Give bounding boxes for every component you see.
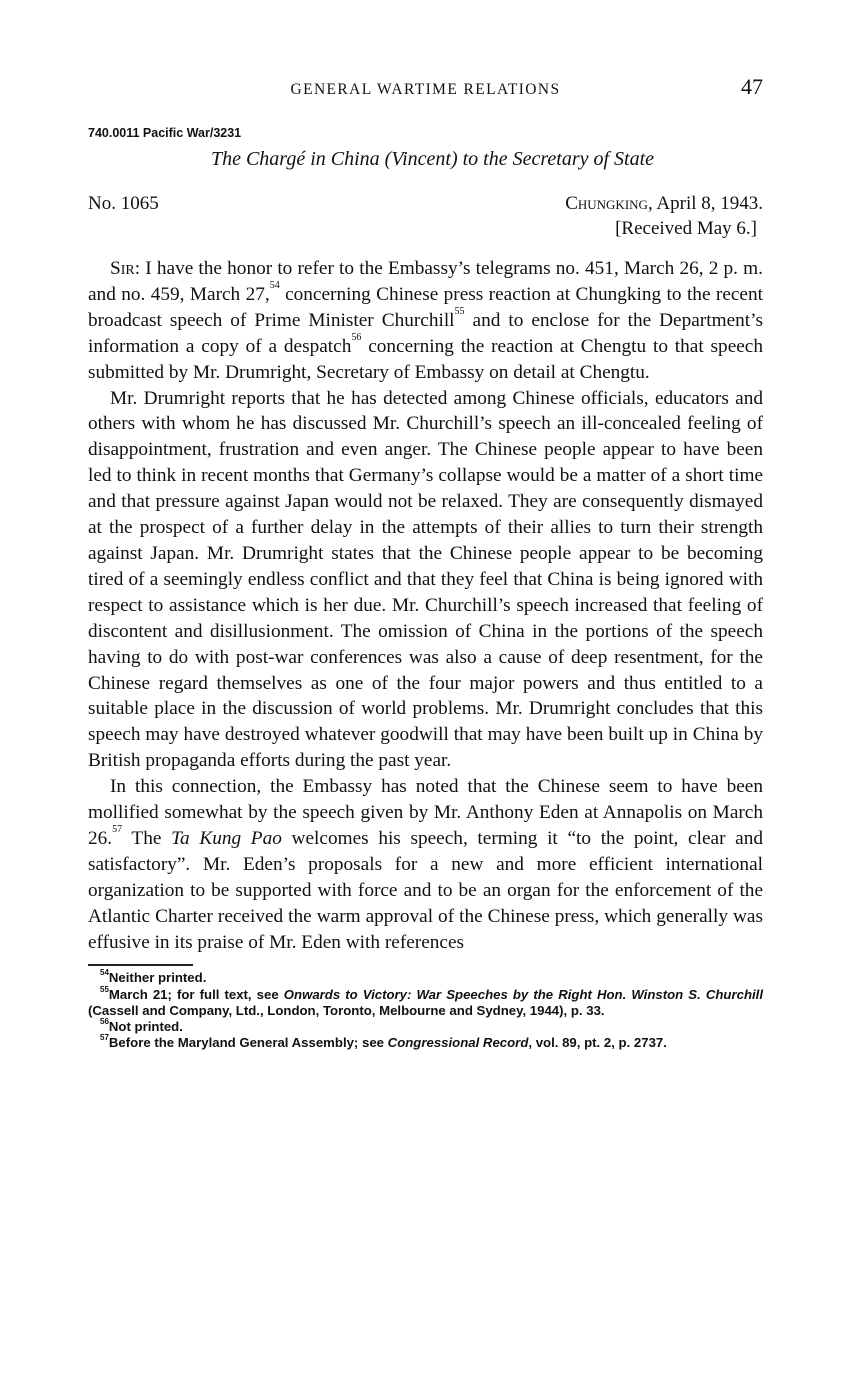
footnote-56	[88, 1019, 763, 1035]
received-date: [Received May 6.]	[615, 218, 757, 239]
running-title: GENERAL WARTIME RELATIONS	[290, 81, 561, 98]
footnote-ref-54: 54	[269, 279, 280, 291]
paragraph-3-text-a: In this connection, the Embassy has noted that the Chinese seem to have been mollified somewhat by the speech given by Mr. Anthony Eden at Annapolis on March 26.	[88, 776, 763, 849]
footnotes	[88, 970, 763, 1051]
paragraph-1-text-c: and to enclose for the Department’s information a copy of a despatch	[88, 309, 764, 357]
document-page	[88, 72, 763, 1051]
document-date: , April 8, 1943.	[647, 193, 763, 214]
footnote-mark-56: 56	[100, 1017, 109, 1027]
footnote-ref-57: 57	[112, 823, 123, 835]
document-title: The Chargé in China (Vincent) to the Secretary of State	[210, 148, 655, 170]
footnote-57	[88, 1035, 763, 1051]
footnote-57-text-a: Before the Maryland General Assembly; see	[108, 1035, 388, 1051]
document-number: No. 1065	[88, 193, 159, 214]
paragraph-1-text-d: concerning the reaction at Chengtu to that speech submitted by Mr. Drumright, Secretary of Embassy on detail at Chengtu.	[88, 335, 764, 383]
paragraph-2: Mr. Drumright reports that he has detected among Chinese officials, educators and others with whom he has discussed Mr. Churchill’s speech an ill-concealed feeling of disappointment, frustration and even anger. The Chinese people appear to have been led to think in recent months that Germany’s collapse would be a matter of a short time and that pressure against Japan would not be relaxed. They are consequently dismayed at the prospect of a further delay in the attempts of their allies to turn their strength against Japan. Mr. Drumright states that the Chinese people appear to be becoming tired of a seemingly endless conflict and that they feel that China is being ignored with respect to assistance which is her due. Mr. Churchill’s speech increased that feeling of discontent and disillusionment. The omission of China in the portions of the speech having to do with post-war conferences was also a cause of deep resentment, for the Chinese regard themselves as one of the four major powers and thus entitled to a suitable place in the discussion of world problems. Mr. Drumright concludes that this speech may have destroyed whatever goodwill that may have been built up in China by British propaganda efforts during the past year.	[88, 387, 763, 772]
footnote-54	[88, 970, 763, 986]
book-title: Onwards to Victory: War Speeches by the Right Hon. Winston S. Churchill	[283, 986, 763, 1002]
footnote-54-text: Neither printed.	[108, 970, 207, 986]
file-reference: 740.0011 Pacific War/3231	[88, 126, 242, 140]
paragraph-3	[88, 774, 763, 955]
paragraph-1-text-a: : I have the honor to refer to the Embassy’s telegrams no. 451, March 26, 2 p. m. and no. 459, March 27,	[88, 258, 763, 305]
paragraph-1-text-b: concerning Chinese press reaction at Chungking to the recent broadcast speech of Prime Minister Churchill	[88, 283, 763, 331]
page-number: 47	[741, 74, 763, 99]
footnote-mark-55: 55	[100, 984, 109, 994]
footnote-57-text-b: , vol. 89, pt. 2, p. 2737.	[528, 1035, 667, 1051]
footnote-mark-57: 57	[100, 1033, 109, 1043]
place-and-date	[565, 193, 763, 215]
salutation: Sir	[110, 258, 135, 279]
place-name: Chungking	[565, 193, 648, 214]
paragraph-3-text-c: welcomes his speech, terming it “to the point, clear and satisfactory”. Mr. Eden’s proposals for a new and more efficient international organization to be supported with force and to be an organ for the enforcement of the Atlantic Charter received the warm approval of the Chinese press, which generally was effusive in its praise of Mr. Eden with references	[88, 827, 764, 953]
footnote-ref-55: 55	[454, 305, 465, 317]
letter-body	[88, 256, 763, 955]
footnote-55	[88, 984, 763, 1019]
paragraph-3-text-b: The	[122, 827, 172, 849]
footnote-mark-54: 54	[100, 968, 109, 978]
footnote-55-text-a: March 21; for full text, see	[108, 986, 284, 1002]
record-title: Congressional Record	[387, 1035, 529, 1051]
footnote-56-text: Not printed.	[108, 1019, 183, 1035]
footnote-ref-56: 56	[351, 331, 362, 343]
paragraph-1	[88, 256, 763, 386]
footnote-55-text-b: (Cassell and Company, Ltd., London, Toronto, Melbourne and Sydney, 1944), p. 33.	[88, 1002, 605, 1018]
dateline	[88, 193, 763, 245]
running-header	[88, 72, 763, 110]
footnote-divider	[88, 964, 193, 966]
newspaper-title: Ta Kung Pao	[171, 827, 282, 849]
